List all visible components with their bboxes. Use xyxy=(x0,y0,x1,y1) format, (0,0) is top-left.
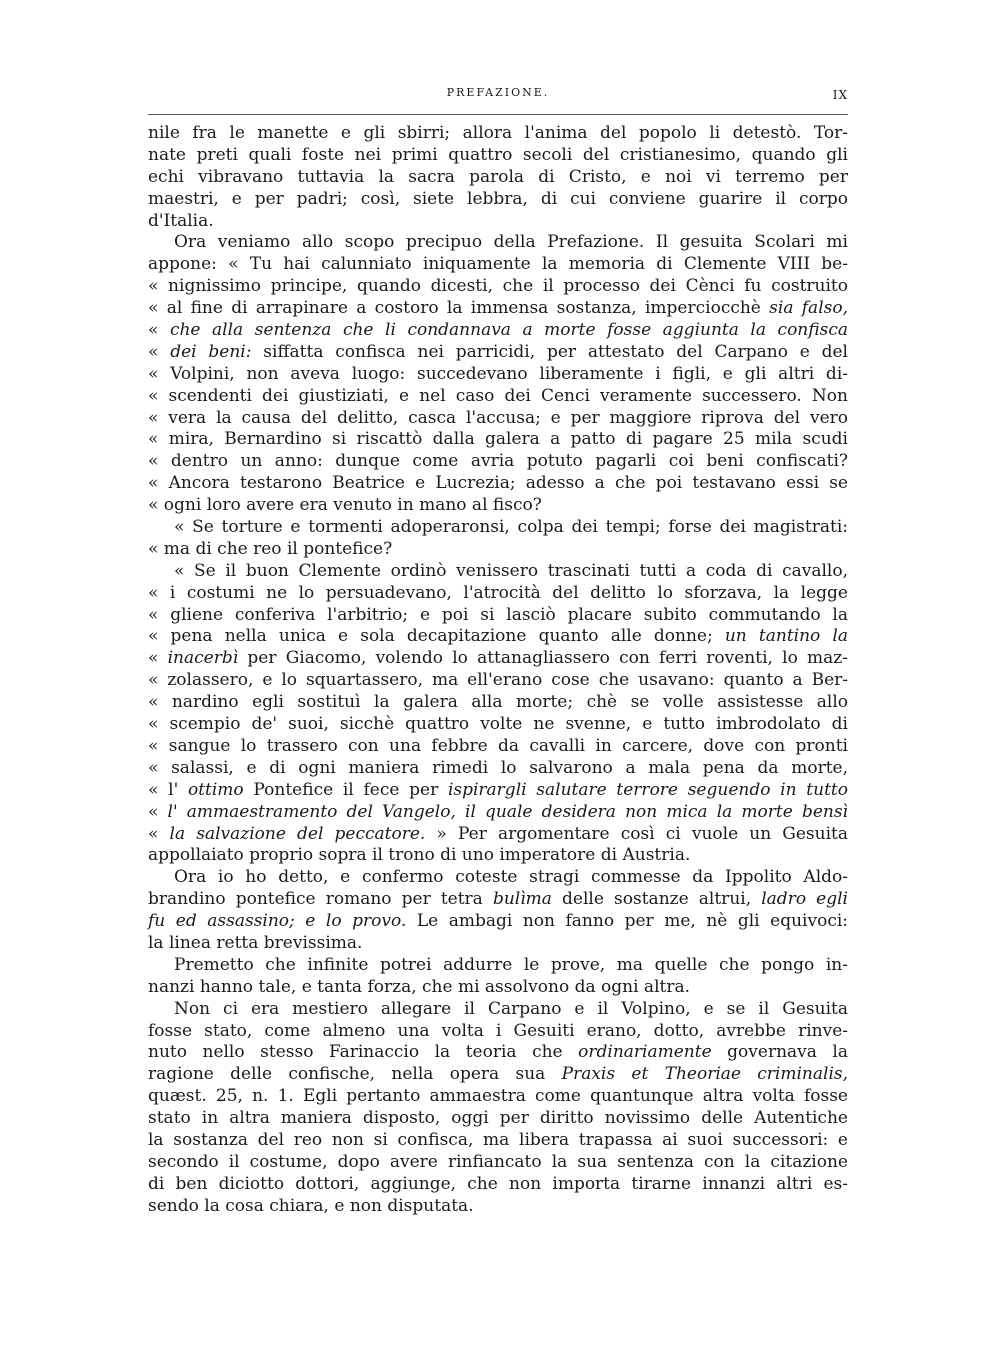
text-run: « l' xyxy=(148,779,188,800)
text-run: echi vibravano tuttavia la sacra parola di Cristo, e noi vi terremo per xyxy=(148,166,848,187)
text-line xyxy=(148,780,848,802)
text-run: « gliene conferiva l'arbitrio; e poi si lasciò placare subito commutando la xyxy=(148,604,848,625)
italic-text: ottimo xyxy=(187,779,244,800)
text-run: « scempio de' suoi, sicchè quattro volte ne svenne, e tutto imbrodolato di xyxy=(148,714,848,735)
text-line xyxy=(148,145,848,167)
text-line xyxy=(148,342,848,364)
text-line xyxy=(148,167,848,189)
text-run: secondo il costume, dopo avere rinfiancato la sua sentenza con la citazione xyxy=(148,1151,848,1172)
text-run: quæst. 25, n. 1. Egli pertanto ammaestra come quantunque altra volta fosse xyxy=(148,1086,848,1107)
text-line xyxy=(148,1086,848,1108)
text-run: per Giacomo, volendo lo attanagliassero con ferri roventi, lo maz- xyxy=(238,648,848,669)
text-run: « xyxy=(148,648,168,669)
italic-text: che alla sentenza che li condannava a morte fosse aggiunta la confisca xyxy=(169,320,848,341)
text-run: la sostanza del reo non si confisca, ma libera trapassa ai suoi successori: e xyxy=(148,1129,848,1150)
text-line xyxy=(148,758,848,780)
text-line xyxy=(148,999,848,1021)
text-line xyxy=(148,1152,848,1174)
text-line xyxy=(148,320,848,342)
text-run: « nignissimo principe, quando dicesti, che il processo dei Cènci fu costruito xyxy=(148,276,848,297)
text-run: « Ancora testarono Beatrice e Lucrezia; adesso a che poi testavano essi se xyxy=(148,473,848,494)
text-run: » Per argomentare così ci vuole un Gesuita xyxy=(425,823,848,844)
text-run: stato in altra maniera disposto, oggi per diritto novissimo delle Autentiche xyxy=(148,1108,848,1129)
text-run: maestri, e per padri; così, siete lebbra, di cui conviene guarire il corpo xyxy=(148,188,848,209)
text-line xyxy=(148,451,848,473)
text-line xyxy=(148,933,848,955)
italic-text: sia falso, xyxy=(769,298,848,319)
text-run: « pena nella unica e sola decapitazione quanto alle donne; xyxy=(148,626,725,647)
text-run: Ora io ho detto, e confermo coteste stragi commesse da Ippolito Aldo- xyxy=(174,867,848,888)
text-line xyxy=(148,1108,848,1130)
text-line xyxy=(148,626,848,648)
text-line xyxy=(148,276,848,298)
text-line xyxy=(148,495,848,517)
text-run: « sangue lo trassero con una febbre da cavalli in carcere, dove con pronti xyxy=(148,735,848,756)
text-line xyxy=(148,1130,848,1152)
text-run: « xyxy=(148,341,171,362)
text-run: « ogni loro avere era venuto in mano al fisco? xyxy=(148,495,542,516)
text-run: « Volpini, non aveva luogo: succedevano liberamente i figli, e gli altri di- xyxy=(148,363,848,384)
text-line xyxy=(148,845,848,867)
italic-text: ispirargli salutare terrore seguendo in tutto xyxy=(447,779,848,800)
text-line xyxy=(148,123,848,145)
text-run: « ma di che reo il pontefice? xyxy=(148,538,393,559)
italic-text: inacerbì xyxy=(167,648,239,669)
text-run: Ora veniamo allo scopo precipuo della Prefazione. Il gesuita Scolari mi xyxy=(174,232,848,253)
text-line xyxy=(148,911,848,933)
text-line xyxy=(148,692,848,714)
text-run: appollaiato proprio sopra il trono di uno imperatore di Austria. xyxy=(148,845,691,866)
text-run: nanzi hanno tale, e tanta forza, che mi assolvono da ogni altra. xyxy=(148,976,690,997)
text-line xyxy=(148,583,848,605)
text-run: sendo la cosa chiara, e non disputata. xyxy=(148,1195,474,1216)
text-line xyxy=(148,1042,848,1064)
italic-text: ladro egli xyxy=(761,889,848,910)
text-line xyxy=(148,429,848,451)
text-run: « dentro un anno: dunque come avria potuto pagarli coi beni confiscati? xyxy=(148,451,848,472)
text-run: « xyxy=(148,823,170,844)
text-line xyxy=(148,408,848,430)
text-line xyxy=(148,977,848,999)
text-run: « zolassero, e lo squartassero, ma ell'erano cose che usavano: quanto a Ber- xyxy=(148,670,848,691)
text-line xyxy=(148,824,848,846)
text-run: governava la xyxy=(711,1042,848,1063)
text-line xyxy=(148,714,848,736)
text-run: ragione delle confische, nella opera sua xyxy=(148,1064,562,1085)
body-text xyxy=(148,123,848,1218)
text-run: « Se il buon Clemente ordinò venissero trascinati tutti a coda di cavallo, xyxy=(174,560,848,581)
text-line xyxy=(148,889,848,911)
text-line xyxy=(148,298,848,320)
italic-text: ordinariamente xyxy=(578,1042,712,1063)
text-run: « mira, Bernardino si riscattò dalla galera a patto di pagare 25 mila scudi xyxy=(148,429,848,450)
text-run: siffatta confisca nei parricidi, per attestato del Carpano e del xyxy=(251,341,848,362)
text-run: di ben diciotto dottori, aggiunge, che non importa tirarne innanzi altri es- xyxy=(148,1173,848,1194)
text-run: la linea retta brevissima. xyxy=(148,932,363,953)
text-line xyxy=(148,802,848,824)
running-title: PREFAZIONE. xyxy=(446,86,550,99)
italic-text: bulìma xyxy=(492,889,552,910)
header-rule xyxy=(148,114,848,115)
text-run: nuto nello stesso Farinaccio la teoria che xyxy=(148,1042,579,1063)
text-line xyxy=(148,211,848,233)
text-line xyxy=(148,605,848,627)
text-line xyxy=(148,1064,848,1086)
italic-text: la salvazione del peccatore. xyxy=(169,823,426,844)
text-run: appone: « Tu hai calunniato iniquamente la memoria di Clemente VIII be- xyxy=(148,254,848,275)
text-line xyxy=(148,561,848,583)
text-run: fosse stato, come almeno una volta i Gesuiti erano, dotto, avrebbe rinve- xyxy=(148,1020,848,1041)
text-line xyxy=(148,736,848,758)
italic-text: dei beni: xyxy=(170,341,252,362)
text-line xyxy=(148,254,848,276)
text-line xyxy=(148,364,848,386)
text-line xyxy=(148,648,848,670)
text-run: « i costumi ne lo persuadevano, l'atrocità del delitto lo sforzava, la legge xyxy=(148,582,848,603)
text-line xyxy=(148,517,848,539)
text-run: « xyxy=(148,801,168,822)
text-line xyxy=(148,670,848,692)
text-run: Non ci era mestiero allegare il Carpano e il Volpino, e se il Gesuita xyxy=(174,998,848,1019)
text-run: « salassi, e di ogni maniera rimedi lo salvarono a mala pena da morte, xyxy=(148,757,848,778)
text-run: Premetto che infinite potrei addurre le prove, ma quelle che pongo in- xyxy=(174,954,848,975)
italic-text: l' ammaestramento del Vangelo, il quale desidera non mica la morte bensì xyxy=(167,801,848,822)
text-run: Pontefice il fece per xyxy=(243,779,448,800)
italic-text: fu ed assassino; e lo provo. xyxy=(148,911,407,932)
text-run: brandino pontefice romano per tetra xyxy=(148,889,493,910)
text-run: nate preti quali foste nei primi quattro secoli del cristianesimo, quando gli xyxy=(148,144,848,165)
text-run: « Se torture e tormenti adoperaronsi, colpa dei tempi; forse dei magistrati: xyxy=(174,517,848,538)
text-run: « vera la causa del delitto, casca l'accusa; e per maggiore riprova del vero xyxy=(148,407,848,428)
text-line xyxy=(148,473,848,495)
italic-text: Praxis et Theoriae criminalis, xyxy=(561,1064,849,1085)
text-line xyxy=(148,189,848,211)
text-line xyxy=(148,1021,848,1043)
text-run: « al fine di arrapinare a costoro la immensa sostanza, imperciocchè xyxy=(148,298,770,319)
text-run: « scendenti dei giustiziati, e nel caso dei Cenci veramente successero. Non xyxy=(148,385,848,406)
text-run: d'Italia. xyxy=(148,210,214,231)
text-line xyxy=(148,386,848,408)
text-line xyxy=(148,1174,848,1196)
text-line xyxy=(148,232,848,254)
text-line xyxy=(148,867,848,889)
text-run: « xyxy=(148,320,170,341)
text-run: nile fra le manette e gli sbirri; allora l'anima del popolo li detestò. Tor- xyxy=(148,123,848,143)
text-run: « nardino egli sostituì la galera alla morte; chè se volle assistesse allo xyxy=(148,692,848,713)
page-header xyxy=(148,86,848,110)
text-run: Le ambagi non fanno per me, nè gli equivoci: xyxy=(406,911,849,932)
text-line xyxy=(148,955,848,977)
text-run: delle sostanze altrui, xyxy=(551,889,762,910)
text-line xyxy=(148,1196,848,1218)
text-line xyxy=(148,539,848,561)
italic-text: un tantino la xyxy=(724,626,848,647)
page-number: IX xyxy=(832,88,848,102)
